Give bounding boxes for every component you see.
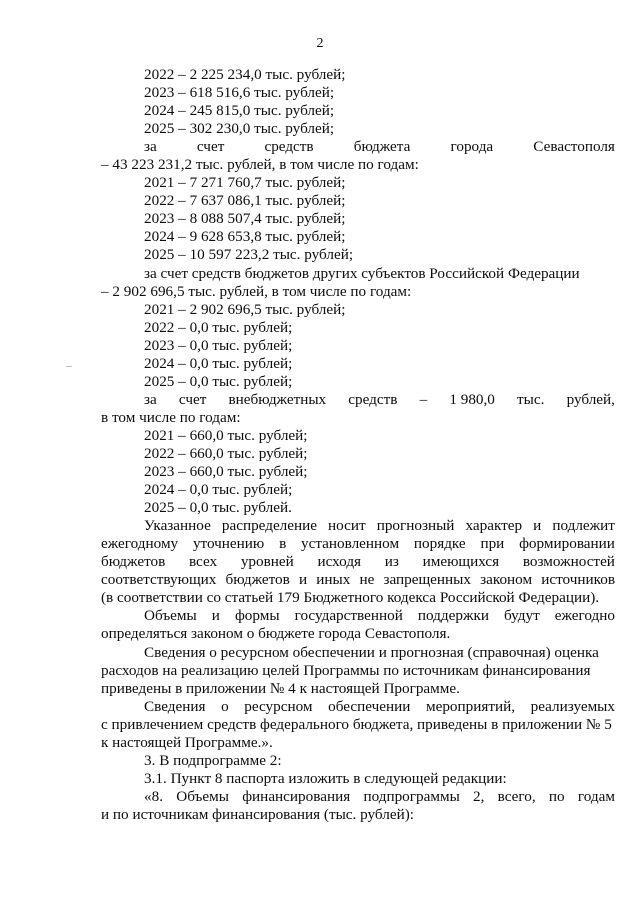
margin-mark: [66, 366, 72, 367]
text-line: 2024 – 245 815,0 тыс. рублей;: [144, 102, 335, 120]
word: всего,: [497, 787, 536, 805]
justified-line: [101, 698, 615, 716]
justified-line: [101, 535, 615, 553]
text-line: 2023 – 618 516,6 тыс. рублей;: [144, 84, 335, 102]
word: уточнению: [192, 535, 265, 553]
word: подпрограммы: [363, 787, 460, 805]
text-line: с привлечением средств федерального бюджета, приведены в приложении № 5: [101, 715, 612, 733]
word: подлежит: [552, 517, 615, 535]
text-line: 3. В подпрограмме 2:: [144, 751, 282, 769]
word: «8.: [144, 787, 163, 805]
text-line: 2022 – 2 225 234,0 тыс. рублей;: [144, 66, 346, 83]
text-line: 2024 – 0,0 тыс. рублей;: [144, 354, 293, 372]
word: запрещенных: [383, 571, 471, 589]
text-line: к настоящей Программе.».: [101, 733, 273, 751]
word: рублей,: [566, 390, 615, 408]
word: при: [480, 535, 505, 553]
word: и: [533, 517, 542, 535]
justified-line: [101, 788, 615, 806]
word: бюджетов: [225, 571, 290, 589]
word: прогнозный: [376, 517, 455, 535]
text-line: определяться законом о бюджете города Севастополя.: [101, 625, 451, 643]
word: носит: [328, 517, 366, 535]
word: источников: [541, 571, 615, 589]
word: финансирования: [242, 787, 351, 805]
text-line: 2022 – 660,0 тыс. рублей;: [144, 444, 308, 462]
text-line: (в соответствии со статьей 179 Бюджетного кодекса Российской Федерации).: [101, 589, 600, 607]
text-line: 2022 – 7 637 086,1 тыс. рублей;: [144, 192, 346, 210]
text-line: 2023 – 8 088 507,4 тыс. рублей;: [144, 210, 346, 228]
word: исходя: [317, 553, 362, 571]
word: ежегодному: [101, 535, 179, 553]
word: и: [211, 607, 220, 625]
word: средств: [264, 138, 314, 156]
word: ежегодно: [554, 607, 615, 625]
justified-line: [101, 138, 615, 156]
text-line: 2023 – 660,0 тыс. рублей;: [144, 463, 308, 481]
text-line: и по источникам финансирования (тыс. рублей):: [101, 805, 415, 823]
text-line: в том числе по годам:: [101, 408, 241, 426]
text-line: 2021 – 660,0 тыс. рублей;: [144, 426, 308, 444]
text-line: – 2 902 696,5 тыс. рублей, в том числе по годам:: [101, 282, 412, 300]
word: соответствующих: [101, 571, 217, 589]
word: имеющихся: [422, 553, 500, 571]
word: распределение: [221, 517, 317, 535]
word: счет: [196, 138, 225, 156]
text-line: Сведения о ресурсном обеспечении и прогнозная (справочная) оценка: [144, 643, 599, 661]
word: Севастополя: [533, 138, 615, 156]
text-line: за счет средств бюджетов других субъектов Российской Федерации: [144, 264, 580, 282]
word: ресурсном: [244, 697, 313, 715]
word: установленном: [301, 535, 400, 553]
text-line: расходов на реализацию целей Программы по источникам финансирования: [101, 661, 591, 679]
word: законом: [480, 571, 533, 589]
text-line: 2025 – 10 597 223,2 тыс. рублей;: [144, 246, 354, 264]
word: бюджета: [353, 138, 411, 156]
text-line: 2025 – 302 230,0 тыс. рублей;: [144, 120, 335, 138]
word: за: [144, 138, 157, 156]
word: за: [144, 390, 157, 408]
word: годам: [577, 787, 615, 805]
word: мероприятий,: [425, 697, 516, 715]
word: внебюджетных: [228, 390, 327, 408]
justified-line: [101, 517, 615, 535]
justified-line: [101, 571, 615, 589]
word: Объемы: [176, 787, 229, 805]
text-line: 2025 – 0,0 тыс. рублей;: [144, 372, 293, 390]
word: и: [298, 571, 308, 589]
text-line: – 43 223 231,2 тыс. рублей, в том числе по годам:: [101, 156, 419, 174]
word: из: [384, 553, 399, 571]
word: Объемы: [144, 607, 197, 625]
word: о: [221, 697, 229, 715]
word: –: [419, 390, 428, 408]
word: поддержки: [417, 607, 489, 625]
body-text: [101, 66, 615, 824]
text-line: приведены в приложении № 4 к настоящей Программе.: [101, 679, 460, 697]
justified-line: [101, 391, 615, 409]
word: тыс.: [517, 390, 545, 408]
page-number: 2: [316, 36, 324, 51]
word: всех: [188, 553, 218, 571]
word: иных: [316, 571, 351, 589]
word: будут: [503, 607, 540, 625]
justified-line: [101, 607, 615, 625]
text-line: 2025 – 0,0 тыс. рублей.: [144, 499, 292, 517]
text-line: 2024 – 9 628 653,8 тыс. рублей;: [144, 228, 346, 246]
word: государственной: [294, 607, 403, 625]
word: города: [450, 138, 494, 156]
text-line: 2022 – 0,0 тыс. рублей;: [144, 318, 293, 336]
word: в: [279, 535, 287, 553]
word: формировании: [519, 535, 615, 553]
text-line: 3.1. Пункт 8 паспорта изложить в следующей редакции:: [144, 769, 507, 787]
word: возможностей: [522, 553, 615, 571]
word: формы: [234, 607, 280, 625]
text-line: 2024 – 0,0 тыс. рублей;: [144, 481, 293, 499]
justified-line: [101, 553, 615, 571]
word: порядке: [413, 535, 466, 553]
word: по: [548, 787, 565, 805]
word: 1 980,0: [449, 390, 495, 408]
word: характер: [465, 517, 523, 535]
word: бюджетов: [101, 553, 166, 571]
text-line: 2023 – 0,0 тыс. рублей;: [144, 336, 293, 354]
text-line: 2021 – 7 271 760,7 тыс. рублей;: [144, 174, 346, 192]
word: Сведения: [144, 697, 206, 715]
word: счет: [178, 390, 207, 408]
word: обеспечении: [328, 697, 411, 715]
word: Указанное: [144, 517, 211, 535]
word: уровней: [240, 553, 294, 571]
word: не: [359, 571, 375, 589]
word: средств: [348, 390, 398, 408]
text-line: 2021 – 2 902 696,5 тыс. рублей;: [144, 300, 346, 318]
word: 2,: [473, 787, 485, 805]
word: реализуемых: [530, 697, 615, 715]
